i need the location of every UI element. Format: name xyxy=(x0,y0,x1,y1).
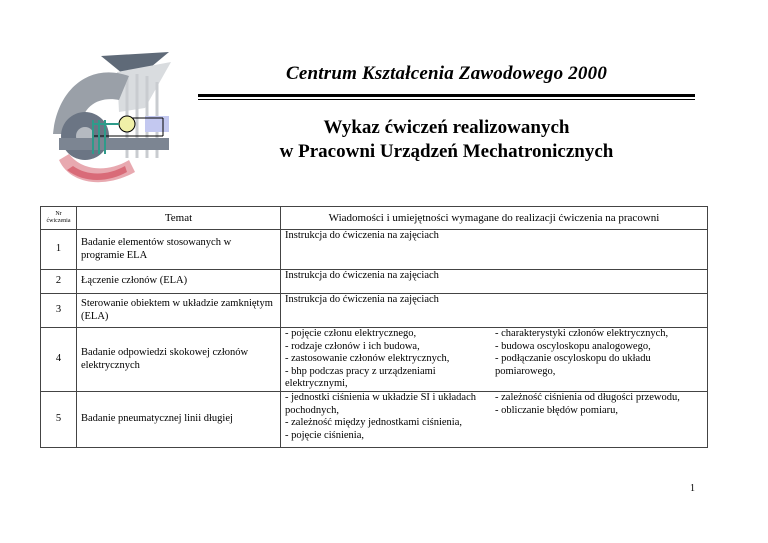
requirement-item: - rodzaje członów i ich budowa, xyxy=(285,340,420,352)
requirement-item: - charakterystyki członów elektrycznych, xyxy=(495,328,669,339)
organization-name: Centrum Kształcenia Zawodowego 2000 xyxy=(285,63,608,84)
school-logo xyxy=(45,48,185,188)
exercise-requirements xyxy=(281,230,708,270)
exercise-requirements xyxy=(281,392,708,448)
exercise-number: 3 xyxy=(41,294,77,328)
requirement-item: Instrukcja do ćwiczenia na zajęciach xyxy=(285,230,439,241)
requirement-item: Instrukcja do ćwiczenia na zajęciach xyxy=(285,270,439,281)
document-title-line2: w Pracowni Urządzeń Mechatronicznych xyxy=(279,141,614,162)
title-divider-thick xyxy=(198,94,695,97)
exercise-number: 4 xyxy=(41,328,77,392)
table-row xyxy=(41,270,708,294)
exercise-topic: Sterowanie obiektem w układzie zamkniętym (ELA) xyxy=(77,294,281,328)
requirement-item: Instrukcja do ćwiczenia na zajęciach xyxy=(285,294,439,305)
requirement-item: - bhp podczas pracy z urządzeniami elektrycznymi, xyxy=(285,365,436,389)
exercise-number: 1 xyxy=(41,230,77,270)
exercise-topic: Łączenie członów (ELA) xyxy=(77,270,281,294)
table-row xyxy=(41,230,708,270)
title-divider-thin xyxy=(198,99,695,100)
page-number: 1 xyxy=(690,483,695,494)
table-row xyxy=(41,294,708,328)
requirement-item: - budowa oscyloskopu analogowego, xyxy=(495,340,651,352)
table-row xyxy=(41,392,708,448)
requirement-item: - obliczanie błędów pomiaru, xyxy=(495,404,619,416)
exercise-number: 2 xyxy=(41,270,77,294)
requirement-item: - podłączanie oscyloskopu do układu pomiarowego, xyxy=(495,353,651,377)
document-title-line1: Wykaz ćwiczeń realizowanych xyxy=(323,117,570,138)
exercise-requirements xyxy=(281,270,708,294)
exercise-requirements xyxy=(281,294,708,328)
requirement-item: - pojęcie ciśnienia, xyxy=(285,429,365,441)
table-header-row xyxy=(41,207,708,230)
requirement-item: - zastosowanie członów elektrycznych, xyxy=(285,353,450,364)
exercise-number: 5 xyxy=(41,392,77,448)
requirement-item: - jednostki ciśnienia w układzie SI i układach pochodnych, xyxy=(285,392,476,416)
header-exercise-number: Nr ćwiczenia xyxy=(41,207,77,230)
exercise-requirements xyxy=(281,328,708,392)
exercises-table xyxy=(40,206,708,448)
document-title xyxy=(198,116,695,164)
header-requirements: Wiadomości i umiejętności wymagane do realizacji ćwiczenia na pracowni xyxy=(281,207,708,230)
requirement-item: - zależność ciśnienia od długości przewodu, xyxy=(495,392,680,403)
table-row xyxy=(41,328,708,392)
exercise-topic: Badanie pneumatycznej linii długiej xyxy=(77,392,281,448)
exercise-topic: Badanie odpowiedzi skokowej członów elektrycznych xyxy=(77,328,281,392)
requirement-item: - zależność między jednostkami ciśnienia, xyxy=(285,417,462,428)
header-topic: Temat xyxy=(77,207,281,230)
requirement-item: - pojęcie członu elektrycznego, xyxy=(285,328,417,339)
exercise-topic: Badanie elementów stosowanych w programie ELA xyxy=(77,230,281,270)
